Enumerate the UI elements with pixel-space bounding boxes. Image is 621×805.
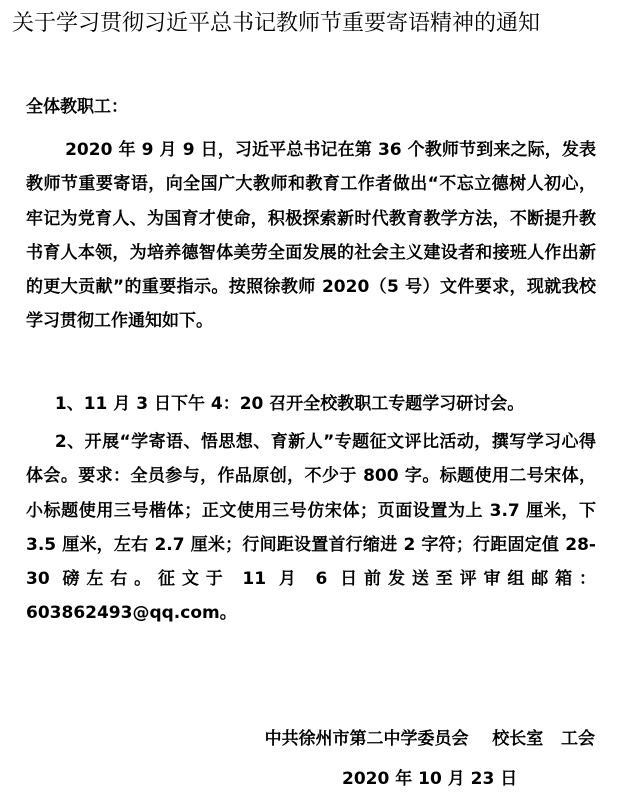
body-paragraph-intro: 2020 年 9 月 9 日，习近平总书记在第 36 个教师节到来之际，发表教师节重要寄语，向全国广大教师和教育工作者做出“不忘立德树人初心，牢记为党育人、为国育才使命，积极探索新时代教育教学方法，不断提升教书育人本领，为培养德智体美劳全面发展的社会主义建设者和接班人作出新的更大贡献”的重要指示。按照徐教师 2020（5 号）文件要求，现就我校学习贯彻工作通知如下。 (26, 140, 596, 332)
body-paragraph-item-1: 1、11 月 3 日下午 4：20 召开全校教职工专题学习研讨会。 (54, 394, 525, 414)
salutation: 全体教职工： (26, 97, 128, 117)
document-title: 关于学习贯彻习近平总书记教师节重要寄语精神的通知 (12, 11, 541, 36)
document-date: 2020 年 10 月 23 日 (342, 769, 518, 789)
body-paragraph-item-2: 2、开展“学寄语、悟思想、育新人”专题征文评比活动，撰写学习心得体会。要求：全员参与，作品原创，不少于 800 字。标题使用二号宋体，小标题使用三号楷体；正文使用三号仿宋体；页面设置为上 3.7 厘米，下 3.5 厘米，左右 2.7 厘米；行间距设置首行缩进 2 字符；行距固定值 28-30 磅左右。征文于 11 月 6 日前发送至评审组邮箱：603862493@qq.com。 (26, 432, 596, 624)
signature-line: 中共徐州市第二中学委员会 校长室 工会 (264, 729, 595, 749)
